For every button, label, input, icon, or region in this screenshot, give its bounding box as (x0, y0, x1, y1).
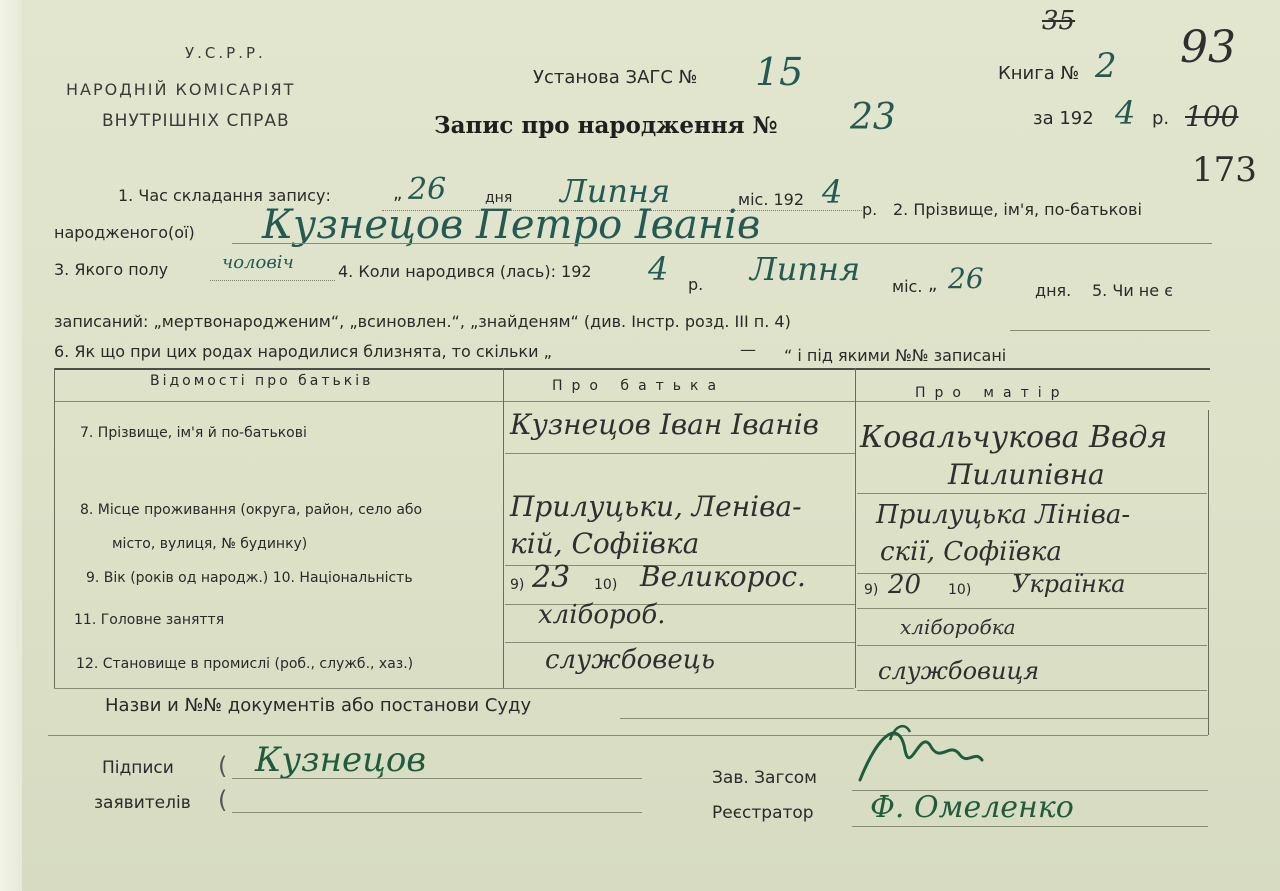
field-4-month: Липня (750, 250, 861, 288)
brace-bottom: ( (218, 786, 228, 814)
signature-line-2 (232, 812, 642, 813)
field-6-label: 6. Як що при цих родах народилися близнята, то скільки „ (54, 342, 552, 361)
corner-crossed-number: 100 (1185, 100, 1239, 133)
field-2-line (232, 243, 1212, 244)
table-bottom-border (54, 688, 854, 689)
office-value: 15 (755, 50, 804, 94)
field-5-line (1010, 330, 1210, 331)
field-1-month-suffix: міс. 192 (738, 190, 805, 209)
quote-open-2: „ (928, 274, 938, 295)
row-8-label-1: 8. Місце проживання (округа, район, село або (80, 502, 423, 518)
row-12-mother-line (857, 690, 1207, 691)
book-value: 2 (1095, 46, 1117, 86)
documents-line-2 (48, 735, 1208, 736)
table-col-divider-2 (855, 368, 856, 688)
field-4-label: 4. Коли народився (лась): 192 (338, 262, 592, 281)
row-11-label: 11. Головне заняття (74, 612, 225, 628)
record-number: 23 (850, 97, 896, 138)
field-4-day: 26 (948, 262, 984, 295)
mother-name-2: Пилипівна (948, 458, 1105, 491)
office-label: Установа ЗАГС № (533, 67, 698, 88)
field-2-label: 2. Прізвище, ім'я, по-батькові (893, 200, 1142, 219)
mother-age-marker: 9) (864, 582, 879, 598)
father-age: 23 (532, 560, 571, 595)
field-1-year-suffix: р. (862, 200, 878, 219)
row-7-label: 7. Прізвище, ім'я й по-батькові (80, 425, 307, 441)
table-col-father: Про батька (552, 378, 726, 394)
field-6-blank: — (740, 340, 756, 359)
documents-label: Назви и №№ документів або постанови Суду (105, 695, 532, 716)
table-col-parents-info: Відомості про батьків (150, 373, 374, 389)
table-col-divider-1 (503, 368, 504, 688)
child-name: Кузнецов Петро Іванів (262, 202, 761, 248)
father-residence-2: кій, Софіївка (510, 527, 700, 560)
table-top-border (54, 368, 1210, 370)
row-7-father-line (505, 453, 855, 454)
year-value: 4 (1115, 94, 1136, 132)
row-11-mother-line (857, 645, 1207, 646)
mother-nationality: Українка (1012, 570, 1126, 598)
field-6-suffix: “ і під якими №№ записані (784, 346, 1007, 365)
row-7-mother-line (857, 493, 1207, 494)
father-occupation: хлібороб. (538, 600, 666, 630)
row-12-label: 12. Становище в промислі (роб., служб., хаз.) (76, 656, 414, 672)
field-5-options: записаний: „мертвонародженим“, „всиновлен.“, „знайденям“ (див. Інстр. розд. III п. 4) (54, 312, 791, 331)
father-nationality-marker: 10) (594, 577, 618, 593)
father-name: Кузнецов Іван Іванів (510, 408, 819, 441)
mother-name-1: Ковальчукова Ввдя (860, 420, 1168, 455)
org-line-ussr: У.С.Р.Р. (185, 44, 266, 62)
page-edge (0, 0, 22, 891)
field-1-day-suffix: дня (485, 190, 513, 206)
row-9-mother-line (857, 608, 1207, 609)
org-line-commissariat: НАРОДНІЙ КОМІСАРІЯТ (66, 80, 296, 99)
field-4-day-suffix: дня. (1035, 281, 1072, 300)
head-signature (850, 710, 990, 800)
field-1-day: 26 (408, 172, 447, 207)
field-1-year: 4 (822, 173, 843, 211)
head-of-registry-label: Зав. Загсом (712, 768, 817, 788)
father-residence-1: Прилуцьки, Леніва- (510, 490, 802, 523)
mother-age: 20 (888, 570, 922, 600)
book-label: Книга № (998, 63, 1080, 84)
field-4-month-suffix: міс. (892, 277, 923, 296)
signatures-label-1: Підписи (102, 758, 174, 778)
applicant-signature: Кузнецов (255, 740, 427, 780)
registrar-line (852, 826, 1208, 827)
org-line-internal-affairs: ВНУТРІШНІХ СПРАВ (102, 111, 290, 131)
field-4-year: 4 (648, 250, 669, 288)
table-header-divider (54, 401, 1210, 402)
father-position: службовець (545, 645, 716, 675)
field-1-month: Липня (560, 172, 671, 210)
registrar-label: Реєстратор (712, 803, 814, 823)
field-4-year-suffix: р. (688, 275, 704, 294)
quote-open: „ (393, 183, 403, 204)
mother-residence-2: скії, Софіївка (880, 537, 1062, 567)
father-nationality: Великорос. (640, 560, 806, 593)
mother-residence-1: Прилуцька Лініва- (876, 500, 1131, 530)
table-right-border (1208, 410, 1209, 735)
year-label: за 192 (1033, 108, 1094, 129)
signature-line-1 (232, 778, 642, 779)
registrar-signature: Ф. Омеленко (870, 790, 1074, 825)
mother-position: службовиця (878, 657, 1040, 685)
signatures-label-2: заявителів (94, 793, 191, 813)
book-extra-number: 93 (1180, 22, 1236, 73)
head-line (852, 790, 1208, 791)
mother-occupation: хліборобка (900, 615, 1016, 639)
row-9-10-label: 9. Вік (років од народж.) 10. Національність (86, 570, 413, 586)
child-sex: чоловіч (222, 252, 294, 273)
row-8-label-2: місто, вулиця, № будинку) (112, 536, 308, 552)
year-suffix: р. (1152, 108, 1170, 129)
field-2-sublabel: народженого(ої) (54, 223, 195, 242)
corner-new-number: 173 (1192, 150, 1257, 190)
brace-top: ( (218, 752, 228, 780)
row-11-father-line (505, 642, 855, 643)
table-col-mother: Про матір (915, 385, 1069, 401)
document-title: Запис про народження № (434, 112, 778, 139)
corner-number: 35 (1042, 6, 1076, 36)
field-3-label: 3. Якого полу (54, 260, 169, 279)
mother-nationality-marker: 10) (948, 582, 972, 598)
field-5-label: 5. Чи не є (1092, 281, 1173, 300)
field-3-dotted-line (210, 280, 335, 281)
field-1-label: 1. Час складання запису: (118, 186, 331, 205)
father-age-marker: 9) (510, 577, 525, 593)
table-left-border (54, 368, 55, 688)
